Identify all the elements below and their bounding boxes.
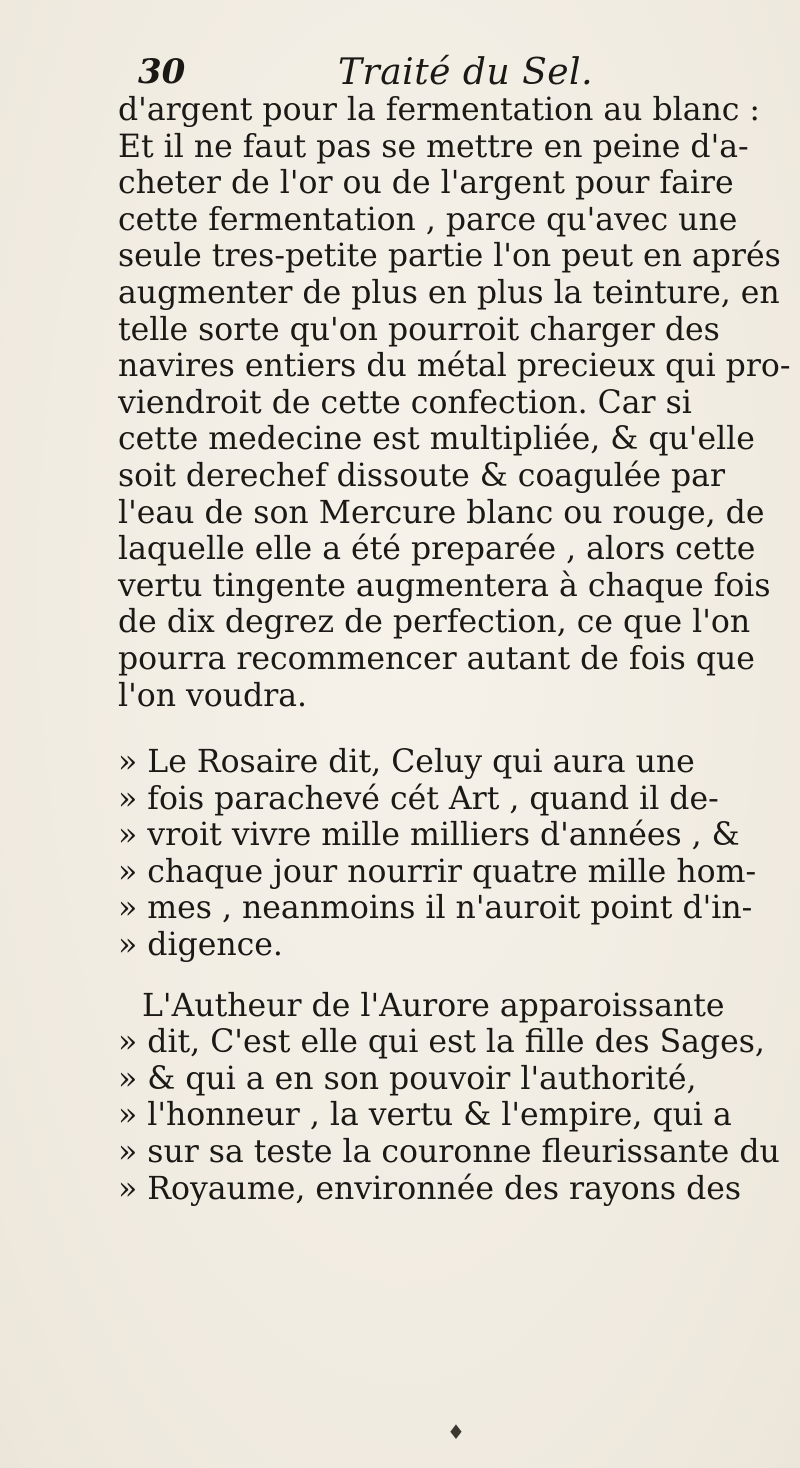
text-line: laquelle elle a été preparée , alors cette (118, 531, 756, 568)
text-line: » fois parachevé cét Art , quand il de- (118, 780, 719, 817)
catchword-mark: ♦ (447, 1420, 465, 1444)
text-line: cette fermentation , parce qu'avec une (118, 201, 738, 238)
text-line: » digence. (118, 927, 283, 964)
text-line: navires entiers du métal precieux qui pro- (118, 348, 791, 385)
text-line: augmenter de plus en plus la teinture, en (118, 274, 780, 311)
text-line: » l'honneur , la vertu & l'empire, qui a (118, 1097, 732, 1134)
text-line: » & qui a en son pouvoir l'authorité, (118, 1060, 697, 1097)
text-line: L'Autheur de l'Aurore apparoissante (142, 987, 725, 1024)
text-line: » mes , neanmoins il n'auroit point d'in- (118, 890, 753, 927)
text-line: vertu tingente augmentera à chaque fois (118, 567, 771, 604)
text-line: seule tres-petite partie l'on peut en aprés (118, 238, 781, 275)
text-line: » Le Rosaire dit, Celuy qui aura une (118, 744, 695, 781)
text-line: telle sorte qu'on pourroit charger des (118, 311, 720, 348)
paragraph-spacer (118, 714, 778, 744)
running-title: Traité du Sel. (338, 52, 594, 93)
paragraph-1 (118, 92, 791, 714)
paragraph-3-quotation (118, 988, 778, 1208)
text-line: » Royaume, environnée des rayons des (118, 1170, 742, 1207)
text-line: l'on voudra. (118, 677, 308, 714)
text-line: d'argent pour la fermentation au blanc : (118, 92, 761, 128)
paragraph-spacer (118, 964, 778, 988)
text-line: » chaque jour nourrir quatre mille hom- (118, 853, 757, 890)
text-line: l'eau de son Mercure blanc ou rouge, de (118, 494, 765, 531)
text-line: viendroit de cette confection. Car si (118, 384, 692, 421)
text-line: cheter de l'or ou de l'argent pour faire (118, 165, 734, 202)
text-line: pourra recommencer autant de fois que (118, 640, 755, 677)
text-line: » dit, C'est elle qui est la fille des Sages, (118, 1024, 765, 1061)
text-line: » sur sa teste la couronne fleurissante du (118, 1134, 780, 1171)
text-line: soit derechef dissoute & coagulée par (118, 457, 726, 494)
paragraph-2-quotation (118, 744, 778, 964)
text-line: » vroit vivre mille milliers d'années , & (118, 817, 740, 854)
text-line: Et il ne faut pas se mettre en peine d'a- (118, 128, 749, 165)
body-text (118, 92, 791, 1207)
text-line: de dix degrez de perfection, ce que l'on (118, 604, 751, 641)
text-line: cette medecine est multipliée, & qu'elle (118, 421, 755, 458)
page-number: 30 (138, 52, 186, 92)
